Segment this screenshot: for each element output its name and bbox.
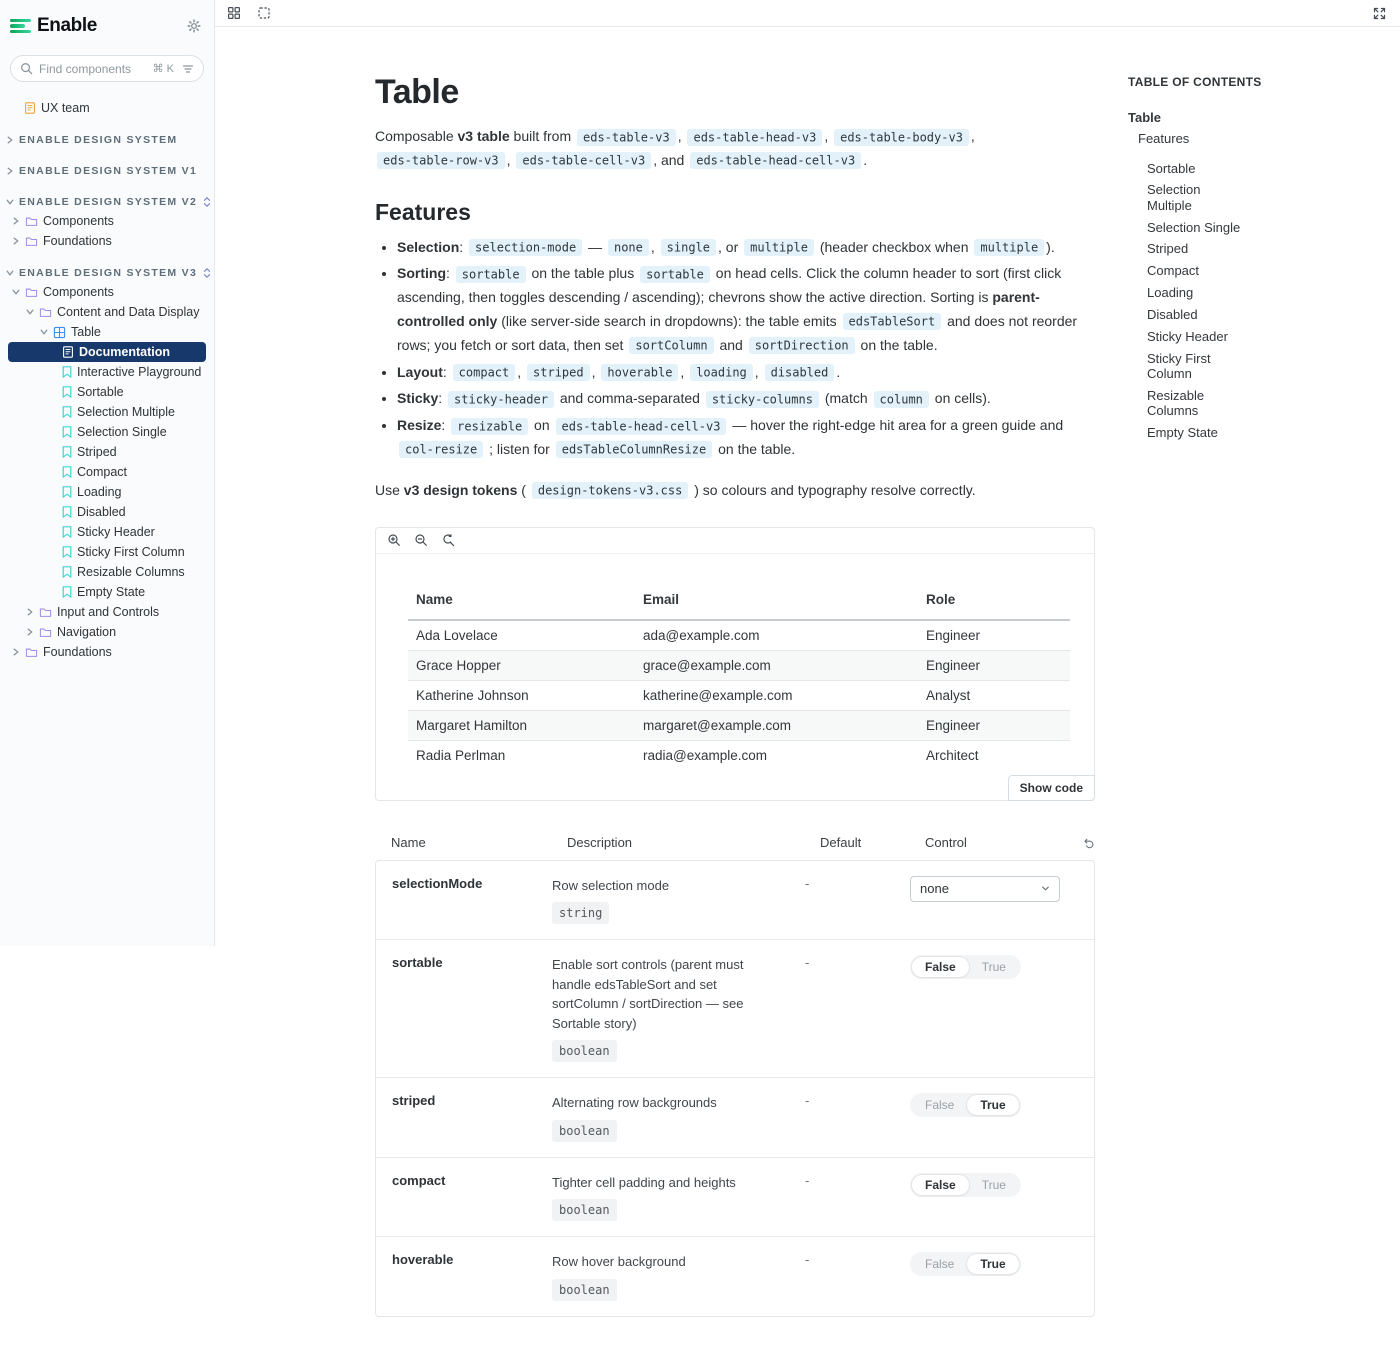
table-cell: Margaret Hamilton <box>408 710 635 740</box>
story-preview <box>375 527 1095 801</box>
inline-code: eds-table-head-cell-v3 <box>690 152 861 169</box>
tree-item-label: Interactive Playground <box>77 365 202 379</box>
gear-icon[interactable] <box>187 19 201 33</box>
arg-type-badge: boolean <box>552 1199 617 1221</box>
toc-item-striped[interactable]: Striped <box>1147 241 1189 257</box>
table-cell: Radia Perlman <box>416 747 506 763</box>
toggle-option-false[interactable]: False <box>925 1257 955 1272</box>
folder-icon <box>25 215 38 228</box>
zoom-out-icon[interactable] <box>414 533 428 547</box>
enable-logo-icon <box>10 19 31 34</box>
sidebar-item-foundations[interactable] <box>0 642 214 662</box>
args-header <box>375 835 1095 860</box>
inline-code: striped <box>527 364 590 381</box>
search-input[interactable] <box>10 55 204 82</box>
doc-content <box>375 27 1095 1357</box>
chevron-right-icon <box>26 628 34 636</box>
apps-grid-icon[interactable] <box>227 6 241 20</box>
sidebar-item-striped[interactable] <box>0 442 214 462</box>
inline-code: eds-table-row-v3 <box>377 152 505 169</box>
chevron-right-icon <box>12 217 20 225</box>
sidebar-item-ux-team[interactable] <box>0 98 214 118</box>
sidebar-item-table[interactable] <box>0 322 214 342</box>
bookmark-icon <box>62 526 72 538</box>
arg-control <box>910 876 1082 925</box>
toc-item-table[interactable]: Table <box>1128 110 1161 125</box>
feature-bullet: • Sorting: sortable on the table plus sortable on head cells. Click the column header to sort (first click ascending, then toggles descending / ascending); chevrons show the active direction. Sorting is parent-controlled only (like server-side search in dropdowns): the table emits edsTableSort and does not reorder rows; you fetch or sort data, then set sortColumn and sortDirection on the table. <box>397 262 1095 357</box>
tree-item-label: Documentation <box>79 345 170 359</box>
tree-item-label: Sortable <box>77 385 124 399</box>
tree-item-label: Input and Controls <box>57 605 160 619</box>
arg-default: - <box>805 955 810 971</box>
sidebar-header <box>0 0 214 45</box>
toc-item-empty-state[interactable]: Empty State <box>1147 424 1218 440</box>
arg-control <box>910 955 1082 1062</box>
arg-default: - <box>805 1093 810 1109</box>
demo-column-header: Role <box>918 580 1070 620</box>
table-cell: Ada Lovelace <box>408 620 635 651</box>
preview-toolbar <box>376 528 1094 554</box>
sidebar-section-enable-design-system-v3[interactable] <box>0 264 214 282</box>
tree-item-label: Components <box>43 285 114 299</box>
search-icon <box>20 62 33 75</box>
inline-code: loading <box>690 364 753 381</box>
bookmark-icon <box>62 446 72 458</box>
search-placeholder: Find components <box>39 61 132 76</box>
bookmark-icon <box>62 586 72 598</box>
demo-table <box>408 580 1070 770</box>
inline-code: eds-table-body-v3 <box>834 129 969 146</box>
tree-item-label: Striped <box>77 445 117 459</box>
feature-bullet: • Resize: resizable on eds-table-head-cell-v3 — hover the right-edge hit area for a green guide and col-resize ; listen for edsTableColumnResize on the table. <box>397 414 1095 462</box>
inline-code: none <box>608 239 649 256</box>
table-row <box>408 680 1070 710</box>
toc-item-disabled[interactable]: Disabled <box>1147 306 1198 322</box>
tree-item-label: Sticky Header <box>77 525 155 539</box>
table-row <box>408 650 1070 680</box>
control-toggle-hoverable <box>910 1252 1021 1276</box>
bookmark-icon <box>62 506 72 518</box>
inline-code: sortColumn <box>629 337 713 354</box>
inline-code: resizable <box>451 418 528 435</box>
arg-default: - <box>805 1252 810 1268</box>
sidebar-item-empty-state[interactable] <box>0 582 214 602</box>
bookmark-icon <box>62 566 72 578</box>
toggle-option-true[interactable]: True <box>981 1177 1006 1192</box>
sidebar-item-sortable[interactable] <box>0 382 214 402</box>
bookmark-icon <box>62 426 72 438</box>
tree-item-label: Navigation <box>57 625 117 639</box>
inline-code: sticky-header <box>448 391 554 408</box>
arg-description: Alternating row backgrounds boolean <box>552 1093 805 1142</box>
toc-item-sticky-first-column[interactable]: Sticky First Column <box>1147 350 1211 381</box>
table-of-contents <box>1128 27 1268 1357</box>
table-row <box>408 710 1070 740</box>
tree-item-label: Foundations <box>43 234 112 248</box>
inline-code: disabled <box>765 364 835 381</box>
arg-name: compact <box>392 1172 446 1188</box>
features-list <box>375 236 1095 462</box>
logo-text: Enable <box>37 15 97 36</box>
toc-title: TABLE OF CONTENTS <box>1128 75 1262 89</box>
table-cell: Engineer <box>918 710 1070 740</box>
table-cell: Engineer <box>918 620 1070 651</box>
tree-item-label: Selection Multiple <box>77 405 175 419</box>
sidebar-item-sticky-first-column[interactable] <box>0 542 214 562</box>
control-toggle-striped <box>910 1093 1021 1117</box>
sidebar-section-enable-design-system-v2[interactable] <box>0 193 214 211</box>
inline-code: selection-mode <box>469 239 582 256</box>
section-label: ENABLE DESIGN SYSTEM V2 <box>19 196 198 208</box>
bookmark-icon <box>62 546 72 558</box>
section-label: ENABLE DESIGN SYSTEM <box>19 134 178 146</box>
inline-code: single <box>661 239 716 256</box>
toggle-option-true[interactable]: True <box>981 960 1006 975</box>
toggle-option-false[interactable]: False <box>925 1098 955 1113</box>
canvas-toolbar <box>215 0 1400 27</box>
arg-type-badge: boolean <box>552 1040 617 1062</box>
toggle-option-true[interactable]: True <box>967 1254 1018 1274</box>
sidebar-item-components[interactable] <box>0 211 214 231</box>
chevron-right-icon <box>26 608 34 616</box>
tokens-note: Use v3 design tokens ( design-tokens-v3.css ) so colours and typography resolve correctly. <box>375 481 976 498</box>
chevron-down-icon <box>1041 884 1050 893</box>
bookmark-icon <box>62 486 72 498</box>
arg-control <box>910 1093 1082 1142</box>
toc-item-resizable-columns[interactable]: Resizable Columns <box>1147 387 1205 419</box>
table-cell: ada@example.com <box>635 620 918 651</box>
arg-description: Tighter cell padding and heights boolean <box>552 1173 805 1222</box>
args-column-header: Control <box>925 834 967 850</box>
sidebar <box>0 0 215 946</box>
tree-item-label: Components <box>43 214 114 228</box>
control-toggle-sortable <box>910 955 1021 979</box>
arg-row-hoverable <box>376 1237 1094 1316</box>
inline-code: sticky-columns <box>706 391 819 408</box>
chevron-down-icon <box>6 198 14 206</box>
fullscreen-icon[interactable] <box>1373 7 1386 20</box>
collapse-expand-icon <box>202 196 212 208</box>
args-body <box>375 860 1095 1317</box>
inline-code: edsTableColumnResize <box>556 441 713 458</box>
inline-code: eds-table-head-cell-v3 <box>556 418 727 435</box>
sidebar-tree <box>0 82 214 662</box>
zoom-in-icon[interactable] <box>387 533 401 547</box>
sidebar-section-enable-design-system-v1[interactable] <box>0 162 214 180</box>
tree-item-label: Disabled <box>77 505 126 519</box>
arg-control <box>910 1252 1082 1301</box>
toggle-option-false[interactable]: False <box>912 957 969 977</box>
toc-item-selection-single[interactable]: Selection Single <box>1147 219 1241 235</box>
args-column-header: Name <box>391 834 426 850</box>
arg-default: - <box>805 875 810 891</box>
toc-item-selection-multiple[interactable]: Selection Multiple <box>1147 182 1201 213</box>
inline-code: multiple <box>744 239 814 256</box>
table-row <box>408 620 1070 651</box>
sidebar-item-disabled[interactable] <box>0 502 214 522</box>
tree-item-label: Empty State <box>77 585 146 599</box>
search-shortcut: ⌘ K <box>152 63 174 75</box>
folder-icon <box>25 286 38 299</box>
demo-column-header: Email <box>635 580 918 620</box>
chevron-down-icon <box>6 269 14 277</box>
chevron-down-icon <box>40 328 48 336</box>
filter-icon[interactable] <box>182 63 194 75</box>
sidebar-item-input-and-controls[interactable] <box>0 602 214 622</box>
intro-paragraph: Composable v3 table built from eds-table-v3 , eds-table-head-v3 , eds-table-body-v3 , eds-table-row-v3 , eds-table-cell-v3 , and eds-table-head-cell-v3 . <box>375 128 975 168</box>
sidebar-item-compact[interactable] <box>0 462 214 482</box>
folder-icon <box>39 306 52 319</box>
tree-item-label: UX team <box>41 101 90 115</box>
arg-name: selectionMode <box>392 875 483 891</box>
feature-bullet: • Layout: compact , striped , hoverable , loading , disabled . <box>397 361 1095 385</box>
tree-item-label: Resizable Columns <box>77 565 185 579</box>
toggle-option-false[interactable]: False <box>912 1175 969 1195</box>
toc-item-sortable[interactable]: Sortable <box>1147 160 1196 176</box>
arg-description: Row hover background boolean <box>552 1252 805 1301</box>
arg-name: sortable <box>392 955 443 971</box>
inline-code: multiple <box>974 239 1044 256</box>
collapse-expand-icon <box>202 267 212 279</box>
tree-item-label: Loading <box>77 485 122 499</box>
inline-code: eds-table-head-v3 <box>687 129 822 146</box>
chevron-right-icon <box>6 167 14 175</box>
sidebar-item-content-and-data-display[interactable] <box>0 302 214 322</box>
tree-item-label: Selection Single <box>77 425 167 439</box>
toggle-option-true[interactable]: True <box>967 1095 1018 1115</box>
inline-code: compact <box>453 364 516 381</box>
bookmark-icon <box>62 366 72 378</box>
arg-description: Row selection mode string <box>552 876 805 925</box>
toc-item-loading[interactable]: Loading <box>1147 285 1194 301</box>
bookmark-icon <box>62 406 72 418</box>
chevron-right-icon <box>6 136 14 144</box>
bookmark-icon <box>62 466 72 478</box>
chevron-down-icon <box>26 308 34 316</box>
tree-item-label: Foundations <box>43 645 112 659</box>
toc-item-compact[interactable]: Compact <box>1147 263 1200 279</box>
arg-type-badge: boolean <box>552 1279 617 1301</box>
chevron-right-icon <box>12 648 20 656</box>
features-heading: Features <box>375 198 471 225</box>
inline-code: sortable <box>456 266 526 283</box>
folder-icon <box>39 606 52 619</box>
inline-code: col-resize <box>399 441 483 458</box>
chevron-down-icon <box>12 288 20 296</box>
zoom-reset-icon[interactable] <box>441 533 455 547</box>
arg-row-compact <box>376 1158 1094 1238</box>
sidebar-item-interactive-playground[interactable] <box>0 362 214 382</box>
toc-item-features[interactable]: Features <box>1138 131 1190 147</box>
main-area <box>215 0 1400 1297</box>
inline-code: sortable <box>640 266 710 283</box>
tree-item-label: Sticky First Column <box>77 545 185 559</box>
sidebar-item-documentation[interactable] <box>8 342 206 362</box>
inline-code: edsTableSort <box>843 313 942 330</box>
arg-row-selectionMode <box>376 861 1094 941</box>
feature-bullet: • Sticky: sticky-header and comma-separated sticky-columns (match column on cells). <box>397 387 1095 411</box>
arg-description: Enable sort controls (parent must handle edsTableSort and set sortColumn / sortDirection — see Sortable story) boolean <box>552 955 805 1062</box>
bookmark-icon <box>62 386 72 398</box>
toc-item-sticky-header[interactable]: Sticky Header <box>1147 328 1228 344</box>
sidebar-item-sticky-header[interactable] <box>0 522 214 542</box>
dashed-box-icon[interactable] <box>257 6 271 20</box>
inline-code: hoverable <box>601 364 678 381</box>
select-value: none <box>920 881 949 897</box>
table-cell: Katherine Johnson <box>408 680 635 710</box>
docs-panel <box>215 27 1400 1357</box>
show-code-button[interactable]: Show code <box>1008 775 1095 801</box>
section-label: ENABLE DESIGN SYSTEM V3 <box>19 267 198 279</box>
sidebar-item-foundations[interactable] <box>0 231 214 251</box>
reset-controls-icon[interactable] <box>1075 836 1095 849</box>
arg-row-sortable <box>376 940 1094 1078</box>
inline-code: eds-table-v3 <box>577 129 676 146</box>
document-icon <box>62 346 74 358</box>
inline-code: eds-table-cell-v3 <box>516 152 651 169</box>
sidebar-item-resizable-columns[interactable] <box>0 562 214 582</box>
table-cell: Engineer <box>918 650 1070 680</box>
sidebar-item-loading[interactable] <box>0 482 214 502</box>
demo-column-header: Name <box>408 580 635 620</box>
sidebar-item-selection-single[interactable] <box>0 422 214 442</box>
table-cell: grace@example.com <box>635 650 918 680</box>
control-select-selectionMode[interactable] <box>910 876 1060 902</box>
tree-item-label: Table <box>71 325 101 339</box>
arg-name: striped <box>392 1093 436 1109</box>
table-cell: katherine@example.com <box>635 680 918 710</box>
arg-default: - <box>805 1172 810 1188</box>
arg-control <box>910 1173 1082 1222</box>
table-cell: Grace Hopper <box>408 650 635 680</box>
preview-body <box>376 554 1094 800</box>
arg-name: hoverable <box>392 1252 454 1268</box>
table-cell: Architect <box>926 747 979 763</box>
inline-code: column <box>874 391 929 408</box>
args-column-header: Default <box>820 834 862 850</box>
folder-icon <box>39 626 52 639</box>
document-icon <box>24 102 36 114</box>
args-table <box>375 835 1095 1357</box>
chevron-right-icon <box>12 237 20 245</box>
arg-row-striped <box>376 1078 1094 1158</box>
brand <box>10 15 97 37</box>
control-toggle-compact <box>910 1173 1021 1197</box>
arg-type-badge: boolean <box>552 1120 617 1142</box>
section-label: ENABLE DESIGN SYSTEM V1 <box>19 165 198 177</box>
table-row <box>408 740 1070 770</box>
table-cell: radia@example.com <box>643 747 768 763</box>
args-column-header: Description <box>567 834 633 850</box>
feature-bullet: • Selection: selection-mode — none , single , or multiple (header checkbox when multiple ). <box>397 236 1095 260</box>
table-cell: Analyst <box>918 680 1070 710</box>
page-title: Table <box>375 73 459 111</box>
inline-code: sortDirection <box>749 337 855 354</box>
inline-code: design-tokens-v3.css <box>532 482 689 499</box>
sidebar-item-components[interactable] <box>0 282 214 302</box>
tree-item-label: Content and Data Display <box>57 305 200 319</box>
sidebar-item-selection-multiple[interactable] <box>0 402 214 422</box>
folder-icon <box>25 646 38 659</box>
tree-item-label: Compact <box>77 465 128 479</box>
sidebar-section-enable-design-system[interactable] <box>0 131 214 149</box>
folder-icon <box>25 235 38 248</box>
sidebar-item-navigation[interactable] <box>0 622 214 642</box>
table-component-icon <box>53 326 66 339</box>
table-cell: margaret@example.com <box>635 710 918 740</box>
arg-type-badge: string <box>552 902 609 924</box>
